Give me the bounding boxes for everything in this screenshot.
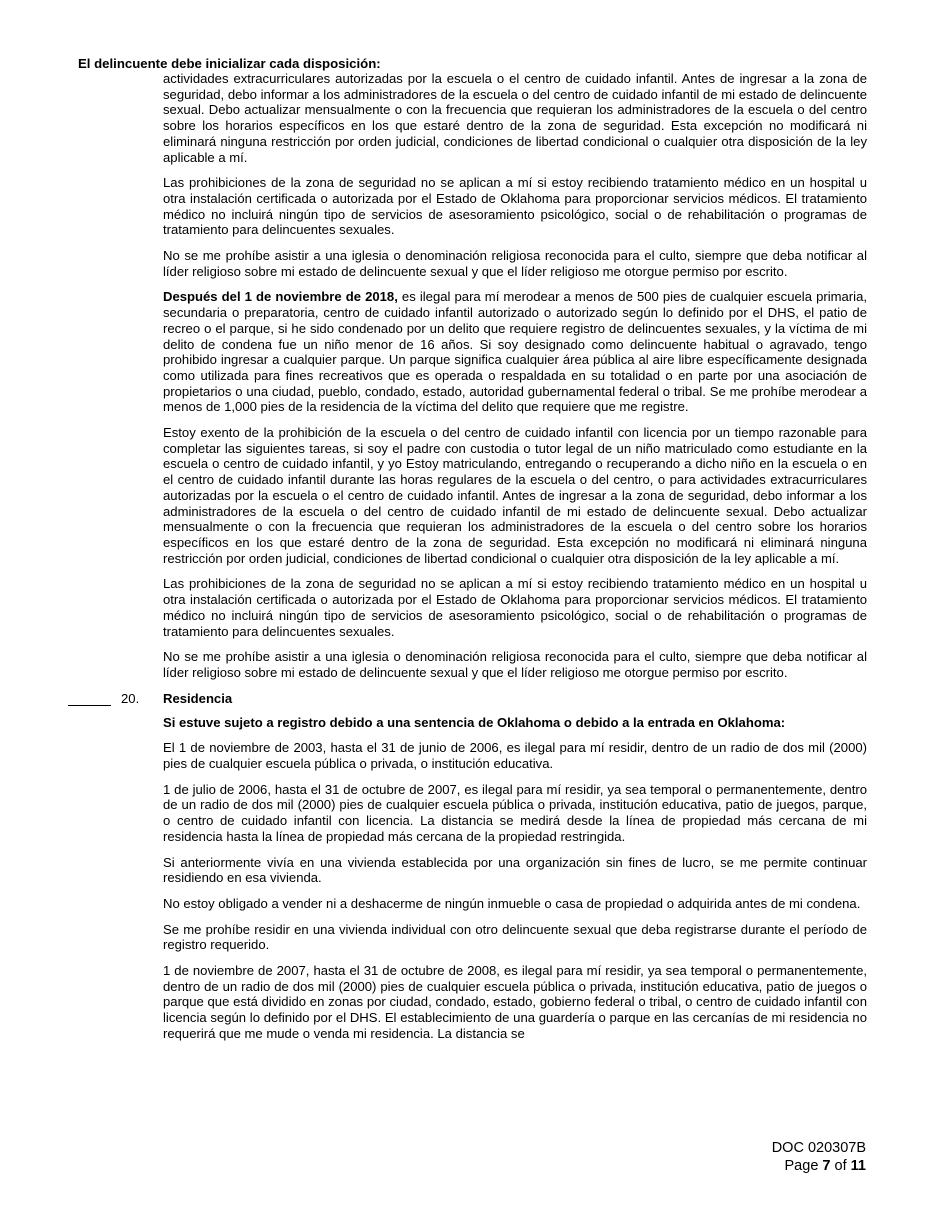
paragraph: Si anteriormente vivía en una vivienda establecida por una organización sin fines de lucro, se me permite continuar residiendo en esa vivienda.	[163, 854, 867, 886]
item-title: Residencia	[163, 690, 233, 706]
initial-blank-line[interactable]	[68, 705, 111, 706]
paragraph: 1 de julio de 2006, hasta el 31 de octubre de 2007, es ilegal para mí residir, ya sea temporal o permanentemente, dentro de un radio de dos mil (2000) pies de cualquier escuela pública o privada, institución educativa, patio de juegos, parque, o centro de cuidado infantil con licencia. La distancia se medirá desde la línea de propiedad más cercana de mi residencia hasta la línea de propiedad más cercana de la propiedad restringida.	[163, 781, 867, 844]
paragraph: No se me prohíbe asistir a una iglesia o denominación religiosa reconocida para el culto, siempre que deba notificar al líder religioso sobre mi estado de delincuente sexual y que el líder religioso me otorgue permiso por escrito.	[163, 649, 867, 680]
provision-body	[121, 71, 867, 1052]
paragraph: El 1 de noviembre de 2003, hasta el 31 de junio de 2006, es ilegal para mí residir, dentro de un radio de dos mil (2000) pies de cualquier escuela pública o privada, o institución educativa.	[163, 740, 867, 772]
paragraph: Las prohibiciones de la zona de seguridad no se aplican a mí si estoy recibiendo tratamiento médico en un hospital u otra instalación certificada o autorizada por el Estado de Oklahoma para proporcionar servicios médicos. El tratamiento médico no incluirá ningún tipo de servicios de asesoramiento psicológico, social o de rehabilitación o programas de tratamiento para delincuentes sexuales.	[163, 175, 867, 238]
item-20-row	[121, 690, 867, 707]
page-total: 11	[850, 1157, 866, 1174]
paragraph: No se me prohíbe asistir a una iglesia o denominación religiosa reconocida para el culto, siempre que deba notificar al líder religioso sobre mi estado de delincuente sexual y que el líder religioso me otorgue permiso por escrito.	[163, 248, 867, 279]
item-number: 20.	[121, 690, 140, 706]
page-footer	[772, 1140, 866, 1175]
paragraph-nov-2018	[163, 289, 867, 415]
paragraph: No estoy obligado a vender ni a deshacerme de ningún inmueble o casa de propiedad o adquirida antes de mi condena.	[163, 895, 861, 911]
item-subtitle: Si estuve sujeto a registro debido a una sentencia de Oklahoma o debido a la entrada en Oklahoma:	[163, 714, 786, 730]
paragraph: Las prohibiciones de la zona de seguridad no se aplican a mí si estoy recibiendo tratamiento médico en un hospital u otra instalación certificada o autorizada por el Estado de Oklahoma para proporcionar servicios médicos. El tratamiento médico no incluirá ningún tipo de servicios de asesoramiento psicológico, social o de rehabilitación o programas de tratamiento para delincuentes sexuales.	[163, 576, 867, 639]
paragraph-lead: Después del 1 de noviembre de 2018,	[163, 289, 398, 305]
page-prefix: Page	[784, 1157, 823, 1174]
page-number	[772, 1158, 866, 1176]
paragraph: Estoy exento de la prohibición de la escuela o del centro de cuidado infantil con licencia por un tiempo razonable para completar las siguientes tareas, si soy el padre con custodia o tutor legal de un niño matriculado como estudiante en la escuela o centro de cuidado infantil, y yo Estoy matriculando, entregando o recuperando a dicho niño en la escuela o en el centro de cuidado infantil durante las horas regulares de la escuela o del centro, o para actividades extracurriculares autorizadas por la escuela o el centro de cuidado infantil. Antes de ingresar a la zona de seguridad, debo informar a los administradores de la escuela o del centro de cuidado infantil de mi estado de delincuente sexual. Debo actualizar mensualmente o con la frecuencia que requieran los administradores de la escuela o del centro sobre los horarios específicos en los que estaré dentro de la zona de seguridad. Esta excepción no modificará ni eliminará ninguna restricción por orden judicial, condiciones de libertad condicional o cualquier otra disposición de la ley aplicable a mí.	[163, 425, 867, 566]
paragraph: 1 de noviembre de 2007, hasta el 31 de octubre de 2008, es ilegal para mí residir, ya sea temporal o permanentemente, dentro de un radio de dos mil (2000) pies de cualquier escuela pública o privada, institución educativa, patio de juegos o parque que está dividido en zonas por ciudad, condado, estado, gobierno federal o tribal, o centro de cuidado infantil con licencia según lo definido por el DHS. El establecimiento de una guardería o parque en las cercanías de mi residencia no requerirá que me mude o venda mi residencia. La distancia se	[163, 963, 867, 1041]
doc-number: DOC 020307B	[771, 1140, 866, 1156]
paragraph: Se me prohíbe residir en una vivienda individual con otro delincuente sexual que deba registrarse durante el período de registro requerido.	[163, 921, 867, 953]
page-current: 7	[822, 1157, 831, 1174]
provision-header: El delincuente debe inicializar cada disposición:	[78, 56, 381, 71]
paragraph: actividades extracurriculares autorizadas por la escuela o el centro de cuidado infantil. Antes de ingresar a la zona de seguridad, debo informar a los administradores de la escuela o del centro de cuidado infantil de mi estado de delincuente sexual. Debo actualizar mensualmente o con la frecuencia que requieran los administradores de la escuela o del centro sobre los horarios específicos en los que estaré dentro de la zona de seguridad. Esta excepción no modificará ni eliminará ninguna restricción por orden judicial, condiciones de libertad condicional o cualquier otra disposición de la ley aplicable a mí.	[163, 71, 867, 165]
paragraph-text: es ilegal para mí merodear a menos de 500 pies de cualquier escuela primaria, secundaria o preparatoria, centro de cuidado infantil autorizado o autorizado según lo definido por el DHS, el patio de recreo o el parque, si he sido condenado por un delito que requiere registro de delincuentes sexuales, y la víctima de mi delito de condena fue un niño menor de 16 años. Si soy designado como delincuente habitual o agravado, tengo prohibido ingresar a cualquier parque. Un parque significa cualquier área pública al aire libre específicamente designada como utilizada para fines recreativos que es operada o respaldada en su totalidad o en parte por una asociación de propietarios o una ciudad, pueblo, condado, estado, autoridad gubernamental federal o tribal. Se me prohíbe merodear a menos de 1,000 pies de la residencia de la víctima del delito que requiere que me registre.	[163, 289, 867, 415]
page-of: of	[830, 1157, 851, 1174]
